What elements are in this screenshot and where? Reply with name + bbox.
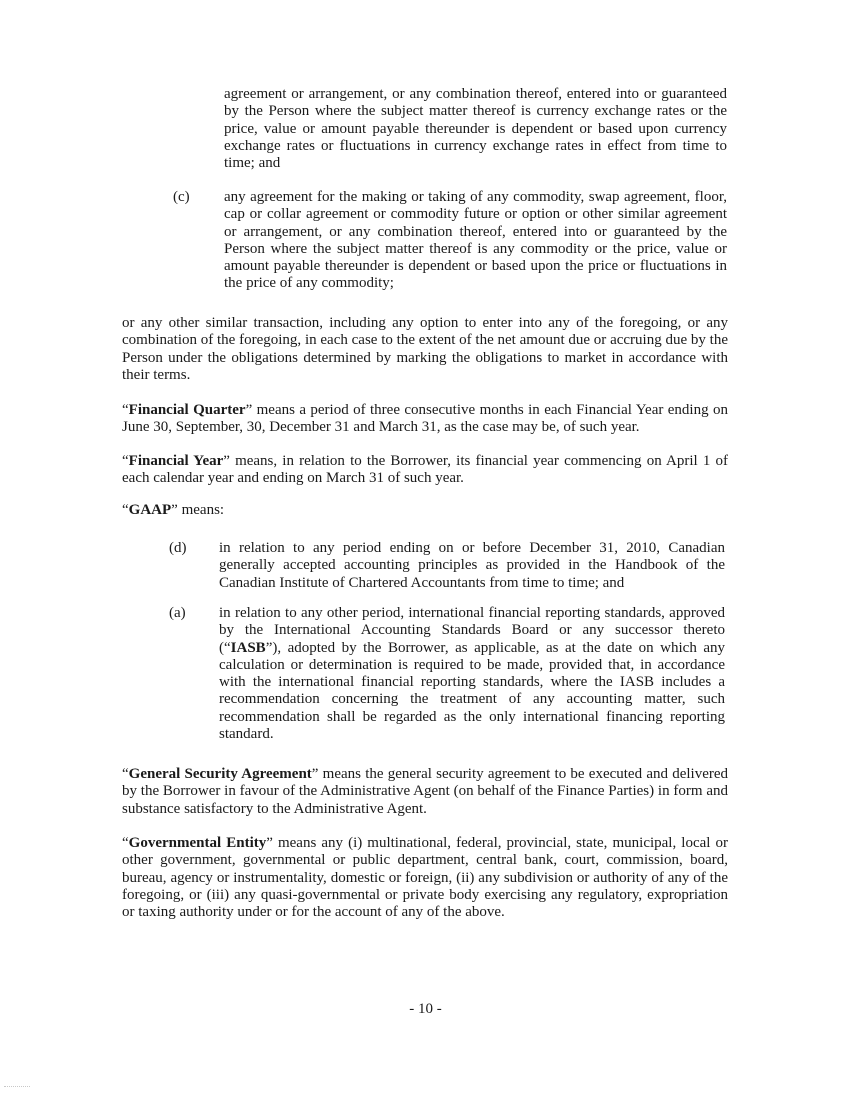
clause-text: any agreement for the making or taking of any commodity, swap agreement, floor, cap or collar agreement or commodity future or option or other similar agreement or arrangement, or any combination thereof, entered into or guaranteed by the Person where the subject matter thereof is any commodity or the price, value or amount payable thereunder is dependent or based upon the price or fluctuations in the price of any commodity; [224, 189, 727, 292]
definition-governmental-entity [122, 835, 728, 921]
definition-text: ” means: [171, 502, 225, 518]
open-quote: “ [122, 766, 129, 782]
open-quote: “ [122, 835, 129, 851]
clause-text-before: in relation to any other period, international financial reporting standards, approved by the International Accounting Standards Board or any successor thereto (“ [219, 605, 725, 656]
definition-text: ” means any (i) multinational, federal, provincial, state, municipal, local or other government, governmental or public department, central bank, court, commission, board, bureau, agency or instrumentality, domestic or foreign, (ii) any subdivision or authority of any of the foregoing, or (iii) any quasi-governmental or private body exercising any regulatory, expropriation or taxing authority under or for the account of any of the above. [122, 835, 728, 921]
defined-term: Financial Year [128, 453, 224, 469]
definition-text: ” means the general security agreement to be executed and delivered by the Borrower in favour of the Administrative Agent (on behalf of the Finance Parties) in form and substance satisfactory to the Administrative Agent. [122, 766, 729, 817]
continuation-paragraph: agreement or arrangement, or any combination thereof, entered into or guaranteed by the Person where the subject matter thereof is currency exchange rates or the price, value or amount payable thereunder is dependent or based upon currency exchange rates or fluctuations in currency exchange rates in effect from time to time; and [224, 86, 727, 172]
open-quote: “ [122, 502, 129, 518]
definition-text: ” means a period of three consecutive months in each Financial Year ending on June 30, September, 30, December 31 and March 31, as the case may be, of such year. [122, 402, 728, 436]
definition-financial-year [122, 453, 728, 488]
clause-label: (a) [169, 605, 186, 621]
open-quote: “ [122, 402, 129, 418]
defined-term: Governmental Entity [128, 835, 267, 851]
clause-label: (c) [173, 189, 190, 205]
defined-term: General Security Agreement [128, 766, 312, 782]
scan-artifact [4, 1086, 30, 1088]
definition-text: ” means, in relation to the Borrower, its financial year commencing on April 1 of each calendar year and ending on March 31 of such year. [122, 453, 728, 487]
defined-term: GAAP [128, 502, 172, 518]
definition-gaap [122, 502, 728, 519]
defined-term: IASB [230, 639, 266, 656]
open-quote: “ [122, 453, 129, 469]
page-number: - 10 - [409, 1001, 442, 1017]
defined-term: Financial Quarter [128, 402, 246, 418]
definition-general-security-agreement [122, 766, 728, 818]
definition-financial-quarter [122, 402, 728, 437]
clause-text [219, 605, 725, 743]
clause-text-after: ”), adopted by the Borrower, as applicable, as at the date on which any calculation or determination is required to be made, provided that, in accordance with the international financial reporting standards, where the IASB includes a recommendation concerning the treatment of any accounting matter, such recommendation shall be regarded as the only international financing reporting standard. [219, 639, 725, 743]
clause-label: (d) [169, 540, 187, 556]
clause-text: in relation to any period ending on or before December 31, 2010, Canadian generally accepted accounting principles as provided in the Handbook of the Canadian Institute of Chartered Accountants from time to time; and [219, 540, 725, 591]
tail-paragraph: or any other similar transaction, including any option to enter into any of the foregoing, or any combination of the foregoing, in each case to the extent of the net amount due or accruing due by the Person under the obligations determined by marking the obligations to market in accordance with their terms. [122, 315, 728, 383]
